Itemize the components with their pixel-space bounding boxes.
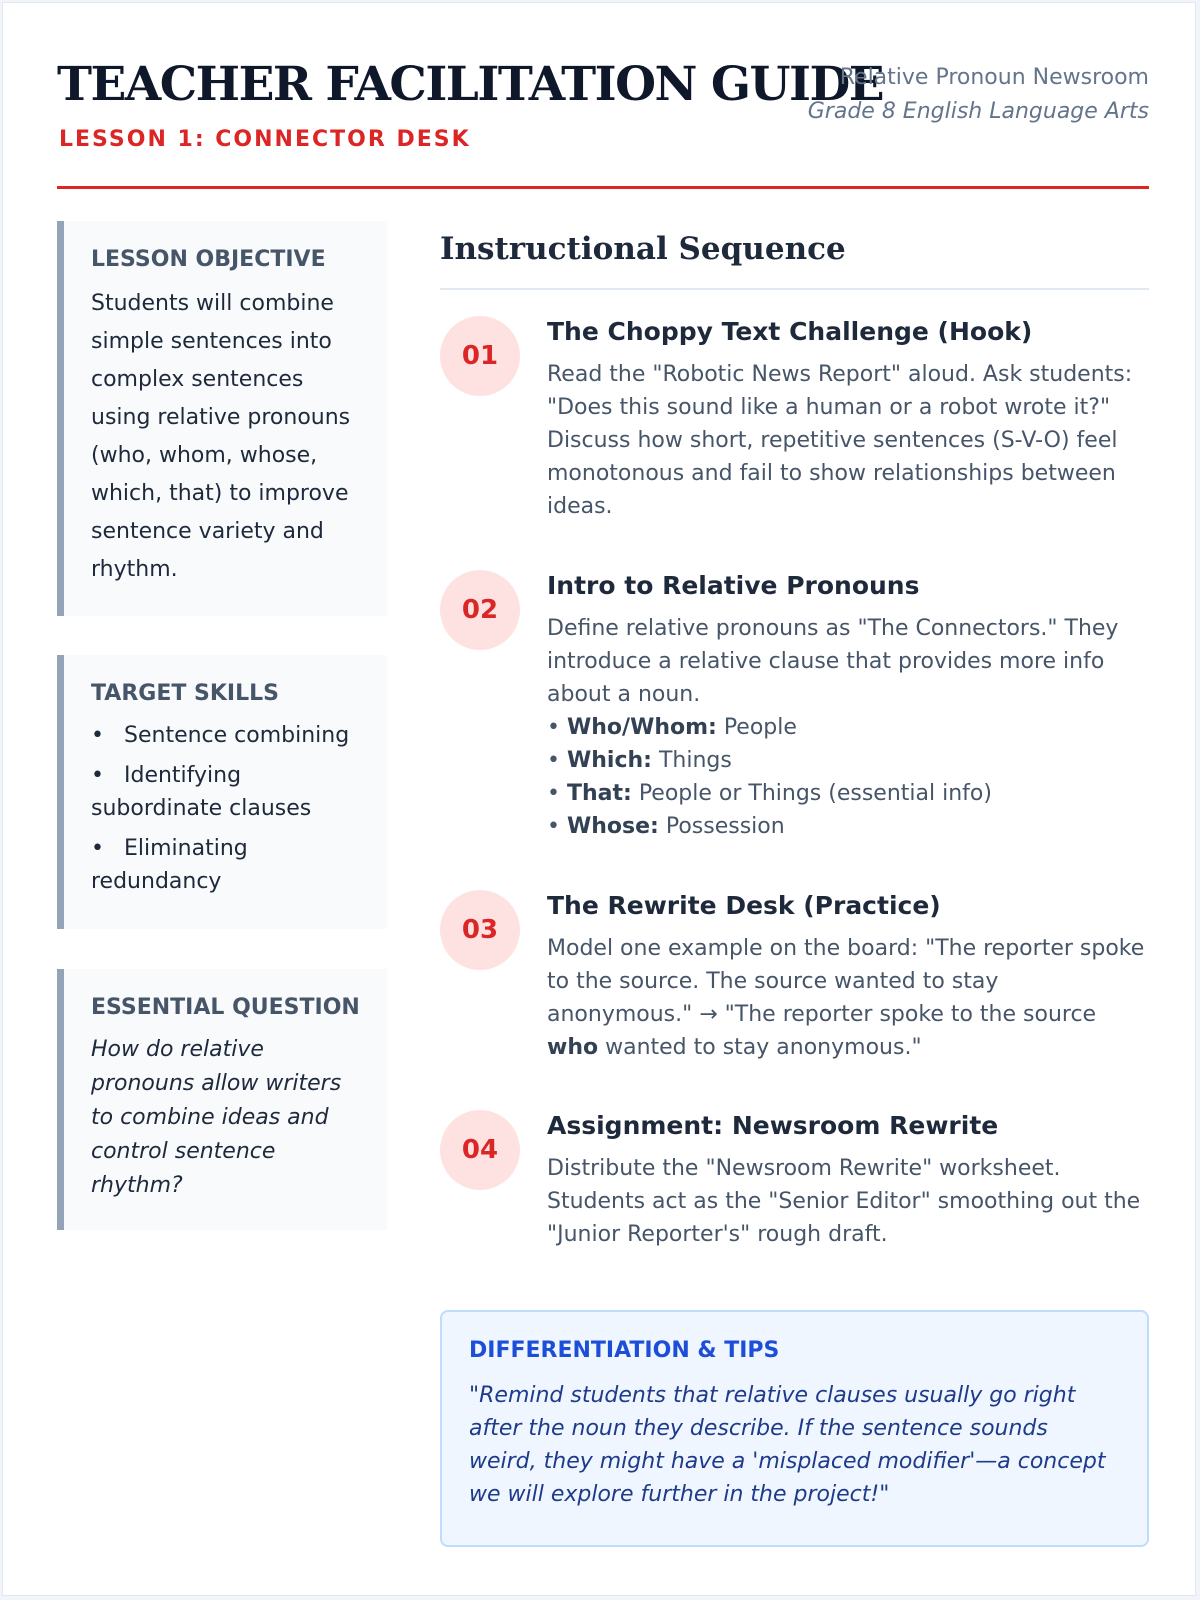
essential-question-card [57,969,387,1230]
pronoun-bullet: • Whose: Possession [547,814,785,839]
step-body [547,316,1147,523]
grade-level: Grade 8 English Language Arts [807,99,1149,124]
bullet-icon: • [91,763,104,788]
tips-title: DIFFERENTIATION & TIPS [469,1338,780,1363]
step-title: Intro to Relative Pronouns [547,571,920,600]
tips-text: "Remind students that relative clauses usually go right after the noun they describe. If the sentence sounds weird, they might have a 'misplaced modifier'—a concept we will explore further in the project!" [469,1383,1106,1507]
step-title: Assignment: Newsroom Rewrite [547,1111,999,1140]
bullet-icon: • [91,723,104,748]
pronoun-bullet: • Which: Things [547,748,732,773]
step-text: Read the "Robotic News Report" aloud. Ask students: "Does this sound like a human or a robot wrote it?" Discuss how short, repetitive sentences (S-V-O) feel monotonous and fail to show relationships between ideas. [547,362,1133,519]
step-title: The Rewrite Desk (Practice) [547,891,941,920]
differentiation-tips-box [440,1310,1149,1547]
step-text: Model one example on the board: "The reporter spoke to the source. The source wanted to stay anonymous." → "The reporter spoke to the source who wanted to stay anonymous." [547,936,1145,1060]
lesson-subtitle: LESSON 1: CONNECTOR DESK [59,127,471,152]
sequence-divider [440,288,1149,290]
lesson-objective-text: Students will combine simple sentences into complex sentences using relative pronouns (who, whom, whose, which, that) to improve sentence variety and rhythm. [91,291,351,582]
step-number-badge: 03 [440,890,520,970]
skill-item: • Identifying subordinate clauses [91,759,361,825]
step-text: Define relative pronouns as "The Connectors." They introduce a relative clause that provides more info about a noun. [547,616,1119,707]
course-name: Relative Pronoun Newsroom [839,65,1149,90]
document-page [2,2,1196,1596]
target-skills-list [91,719,361,898]
step-title: The Choppy Text Challenge (Hook) [547,317,1033,346]
skill-item: • Sentence combining [91,719,361,752]
header-meta [808,61,1149,129]
lesson-objective-title: LESSON OBJECTIVE [91,247,326,272]
skill-item: • Eliminating redundancy [91,832,361,898]
pronoun-bullet: • Who/Whom: People [547,715,797,740]
step-number-badge: 01 [440,316,520,396]
step-number-badge: 04 [440,1110,520,1190]
bullet-icon: • [91,836,104,861]
step-text: Distribute the "Newsroom Rewrite" worksheet. Students act as the "Senior Editor" smoothing out the "Junior Reporter's" rough draft. [547,1156,1141,1247]
target-skills-title: TARGET SKILLS [91,681,279,706]
guide-header [57,53,1149,189]
step-body [547,1110,1147,1251]
essential-question-title: ESSENTIAL QUESTION [91,995,360,1020]
step-body [547,890,1147,1064]
essential-question-text: How do relative pronouns allow writers to combine ideas and control sentence rhythm? [91,1037,342,1198]
step-body [547,570,1147,843]
sequence-title: Instructional Sequence [440,231,846,267]
lesson-objective-card [57,221,387,616]
step-number-badge: 02 [440,570,520,650]
page-title: TEACHER FACILITATION GUIDE [57,57,884,112]
target-skills-card [57,655,387,929]
pronoun-bullet: • That: People or Things (essential info) [547,781,992,806]
